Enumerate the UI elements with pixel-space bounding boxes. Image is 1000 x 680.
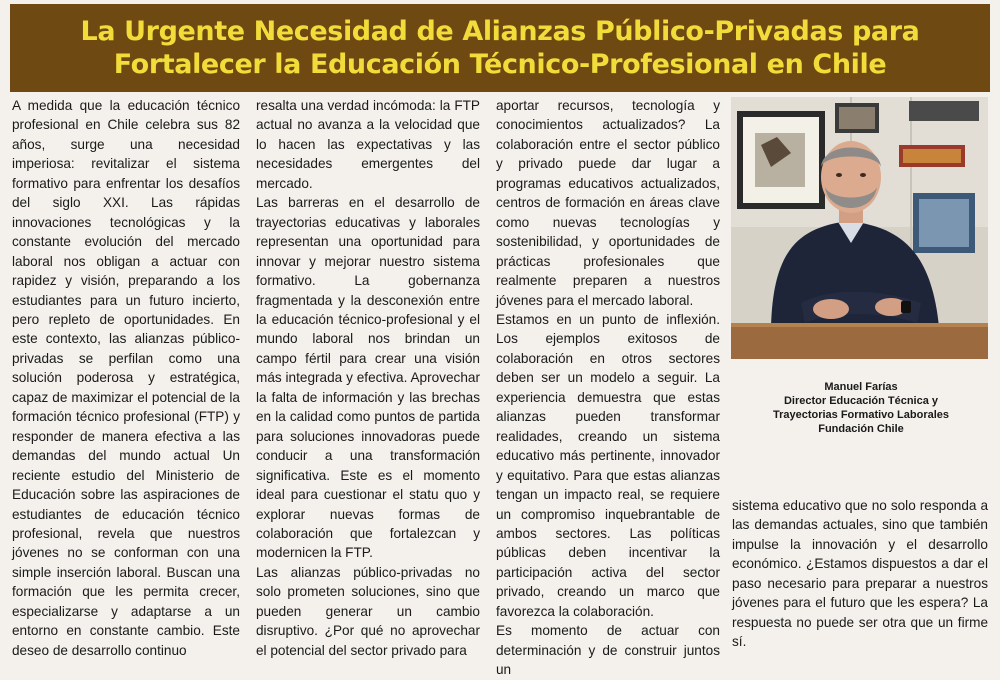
author-portrait-illustration [731,97,988,359]
paragraph: A medida que la educación técnico profesional en Chile celebra sus 82 años, surge una necesidad imperiosa: revitalizar el sistema formativo para enfrentar los desafíos del siglo XXI. Las rápidas innovaciones tecnológicas y la constante evolución del mercado laboral nos obligan a actuar con rapidez y visión, preparando a los estudiantes para un futuro incierto, pero repleto de oportunidades. En este contexto, las alianzas público-privadas se perfilan como una solución poderosa y estratégica, capaz de maximizar el potencial de la formación técnico profesional (FTP) y responder de manera efectiva a las demandas del mundo actual Un reciente estudio del Ministerio de Educación sobre las aspiraciones de estudiantes de educación técnico profesional, revela que nuestros jóvenes no se conforman con una simple inserción laboral. Buscan una formación que les permita crecer, especializarse y adaptarse a un entorno en constante cambio. Este deseo de desarrollo continuo [12,98,240,658]
paragraph: Las barreras en el desarrollo de trayectorias educativas y laborales representan una oportunidad para innovar y mejorar nuestro sistema formativo. La gobernanza fragmentada y la desconexión entre la educación técnico-profesional y el mundo laboral nos brindan un campo fértil para crear una visión más integrada y efectiva. Aprovechar la falta de información y las brechas en la calidad como puntos de partida para soluciones innovadoras puede conducir a una transformación significativa. Este es el momento ideal para cuestionar el statu quo y explorar nuevas formas de colaboración que fortalezcan y modernicen la FTP. [256,195,480,561]
article-column-3 [496,96,720,678]
article-column-4 [732,496,988,658]
paragraph: Las alianzas público-privadas no solo prometen soluciones, sino que pueden generar un cambio disruptivo. ¿Por qué no aprovechar el potencial del sector privado para [256,564,480,658]
paragraph: aportar recursos, tecnología y conocimientos actualizados? La colaboración entre el sector público y privado puede dar lugar a programas educativos actualizados, centros de formación en áreas clave como nuevas tecnologías y sostenibilidad, y oportunidades de prácticas profesionales que realmente preparen a nuestros jóvenes para el mercado laboral. [496,98,720,308]
paragraph: sistema educativo que no solo responda a las demandas actuales, sino que también impulse la innovación y el desarrollo económico. ¿Estamos dispuestos a dar el paso necesario para preparar a nuestros jóvenes para el futuro que les espera? La respuesta no puede ser otra que un firme sí. [732,498,988,650]
headline-banner [10,4,990,92]
article-column-1 [12,96,240,658]
headline-line-1: La Urgente Necesidad de Alianzas Público-Privadas para [80,16,920,47]
headline-line-2: Fortalecer la Educación Técnico-Profesional en Chile [113,49,887,80]
author-photo [731,97,988,359]
paragraph: Estamos en un punto de inflexión. Los ejemplos exitosos de colaboración en otros sectores deben ser un modelo a seguir. La experiencia demuestra que estas alianzas pueden transformar realidades, creando un sistema educativo más pertinente, innovador y equitativo. Para que estas alianzas tengan un impacto real, se requiere un compromiso inquebrantable de ambos sectores. Las políticas públicas deben incentivar la participación activa del sector privado, creando un marco que favorezca la colaboración. [496,311,720,619]
article-column-2 [256,96,480,658]
author-title-line: Director Educación Técnica y [783,395,939,407]
author-title-line: Trayectorias Formativo Laborales [772,409,950,421]
photo-caption [736,380,986,436]
paragraph: resalta una verdad incómoda: la FTP actual no avanza a la velocidad que lo hacen las expectativas y las necesidades emergentes del mercado. [256,98,480,191]
author-organization: Fundación Chile [818,423,904,435]
paragraph: Es momento de actuar con determinación y de construir juntos un [496,623,720,678]
author-name: Manuel Farías [824,381,898,393]
